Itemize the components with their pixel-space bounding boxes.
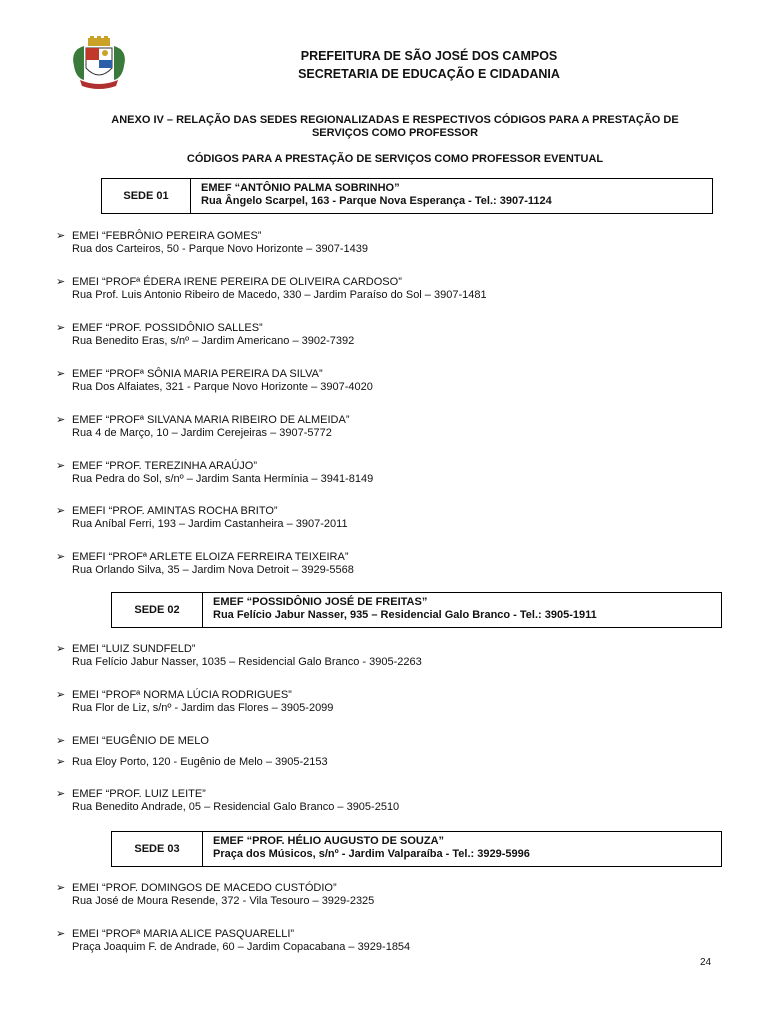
sede-name: EMEF “ANTÔNIO PALMA SOBRINHO” <box>201 182 400 194</box>
school-name: EMEI “FEBRÔNIO PEREIRA GOMES” <box>72 230 262 242</box>
sede-address: Praça dos Músicos, s/nº - Jardim Valparaíba - Tel.: 3929-5996 <box>213 848 530 860</box>
school-name: EMEI “PROFª MARIA ALICE PASQUARELLI” <box>72 928 295 940</box>
school-address: Rua Flor de Liz, s/nº - Jardim das Flores – 3905-2099 <box>72 702 334 714</box>
arrow-bullet-icon: ➢ <box>56 643 66 655</box>
school-address: Rua Orlando Silva, 35 – Jardim Nova Detroit – 3929-5568 <box>72 564 354 576</box>
school-name: EMEI “PROFª ÉDERA IRENE PEREIRA DE OLIVEIRA CARDOSO” <box>72 276 402 288</box>
school-name: EMEI “LUIZ SUNDFELD” <box>72 643 196 655</box>
arrow-bullet-icon: ➢ <box>56 230 66 242</box>
school-name: EMEFI “PROF. AMINTAS ROCHA BRITO” <box>72 505 278 517</box>
header-line-1: PREFEITURA DE SÃO JOSÉ DOS CAMPOS <box>300 49 558 63</box>
school-name: EMEF “PROFª SILVANA MARIA RIBEIRO DE ALMEIDA” <box>72 414 350 426</box>
school-name: EMEI “PROFª NORMA LÚCIA RODRIGUES” <box>72 689 292 701</box>
anexo-title-line-1: ANEXO IV – RELAÇÃO DAS SEDES REGIONALIZADAS E RESPECTIVOS CÓDIGOS PARA A PRESTAÇÃO DE <box>111 114 679 126</box>
school-address: Rua Felício Jabur Nasser, 1035 – Residencial Galo Branco - 3905-2263 <box>72 656 422 668</box>
arrow-bullet-icon: ➢ <box>56 414 66 426</box>
school-address: Rua Aníbal Ferri, 193 – Jardim Castanheira – 3907-2011 <box>72 518 348 530</box>
school-address: Rua Benedito Eras, s/nº – Jardim Americano – 3902-7392 <box>72 335 355 347</box>
school-name: EMEF “PROF. TEREZINHA ARAÚJO” <box>72 460 257 472</box>
arrow-bullet-icon: ➢ <box>56 735 66 747</box>
school-address: Rua Dos Alfaiates, 321 - Parque Novo Horizonte – 3907-4020 <box>72 381 373 393</box>
school-address: Rua Benedito Andrade, 05 – Residencial Galo Branco – 3905-2510 <box>72 801 400 813</box>
school-address: Rua José de Moura Resende, 372 - Vila Tesouro – 3929-2325 <box>72 895 375 907</box>
arrow-bullet-icon: ➢ <box>56 276 66 288</box>
sede-code: SEDE 02 <box>112 593 203 627</box>
city-crest-logo <box>70 36 128 90</box>
school-address: Rua Prof. Luis Antonio Ribeiro de Macedo, 330 – Jardim Paraíso do Sol – 3907-1481 <box>72 289 487 301</box>
arrow-bullet-icon: ➢ <box>56 788 66 800</box>
school-name: EMEI “PROF. DOMINGOS DE MACEDO CUSTÓDIO” <box>72 882 337 894</box>
arrow-bullet-icon: ➢ <box>56 460 66 472</box>
arrow-bullet-icon: ➢ <box>56 882 66 894</box>
arrow-bullet-icon: ➢ <box>56 505 66 517</box>
sede-name: EMEF “POSSIDÔNIO JOSÉ DE FREITAS” <box>213 596 428 608</box>
sede-name: EMEF “PROF. HÉLIO AUGUSTO DE SOUZA” <box>213 835 445 847</box>
school-address: Praça Joaquim F. de Andrade, 60 – Jardim Copacabana – 3929-1854 <box>72 941 411 953</box>
school-name: EMEFI “PROFª ARLETE ELOIZA FERREIRA TEIXEIRA” <box>72 551 349 563</box>
arrow-bullet-icon: ➢ <box>56 551 66 563</box>
header-line-2: SECRETARIA DE EDUCAÇÃO E CIDADANIA <box>298 67 560 81</box>
school-name: EMEF “PROFª SÔNIA MARIA PEREIRA DA SILVA” <box>72 368 323 380</box>
page-number: 24 <box>700 957 712 968</box>
school-name: EMEI “EUGÊNIO DE MELO <box>72 735 209 747</box>
sede-box <box>111 831 722 867</box>
arrow-bullet-icon: ➢ <box>56 689 66 701</box>
sede-info <box>203 832 540 866</box>
school-name: EMEF “PROF. LUIZ LEITE” <box>72 788 206 800</box>
arrow-bullet-icon: ➢ <box>56 756 66 768</box>
arrow-bullet-icon: ➢ <box>56 322 66 334</box>
sede-address: Rua Ângelo Scarpel, 163 - Parque Nova Esperança - Tel.: 3907-1124 <box>201 195 552 207</box>
sede-info <box>203 593 607 627</box>
school-address: Rua 4 de Março, 10 – Jardim Cerejeiras – 3907-5772 <box>72 427 332 439</box>
anexo-subtitle: CÓDIGOS PARA A PRESTAÇÃO DE SERVIÇOS COMO PROFESSOR EVENTUAL <box>186 153 604 165</box>
anexo-title-line-2: SERVIÇOS COMO PROFESSOR <box>311 127 479 139</box>
sede-code: SEDE 01 <box>102 179 191 213</box>
arrow-bullet-icon: ➢ <box>56 928 66 940</box>
sede-info <box>191 179 562 213</box>
school-address: Rua dos Carteiros, 50 - Parque Novo Horizonte – 3907-1439 <box>72 243 368 255</box>
sede-address: Rua Felício Jabur Nasser, 935 – Residencial Galo Branco - Tel.: 3905-1911 <box>213 609 597 621</box>
sede-box <box>111 592 722 628</box>
school-address: Rua Pedra do Sol, s/nº – Jardim Santa Hermínia – 3941-8149 <box>72 473 374 485</box>
sede-code: SEDE 03 <box>112 832 203 866</box>
arrow-bullet-icon: ➢ <box>56 368 66 380</box>
school-address: Rua Eloy Porto, 120 - Eugênio de Melo – 3905-2153 <box>72 756 328 768</box>
school-name: EMEF “PROF. POSSIDÔNIO SALLES” <box>72 322 263 334</box>
sede-box <box>101 178 713 214</box>
